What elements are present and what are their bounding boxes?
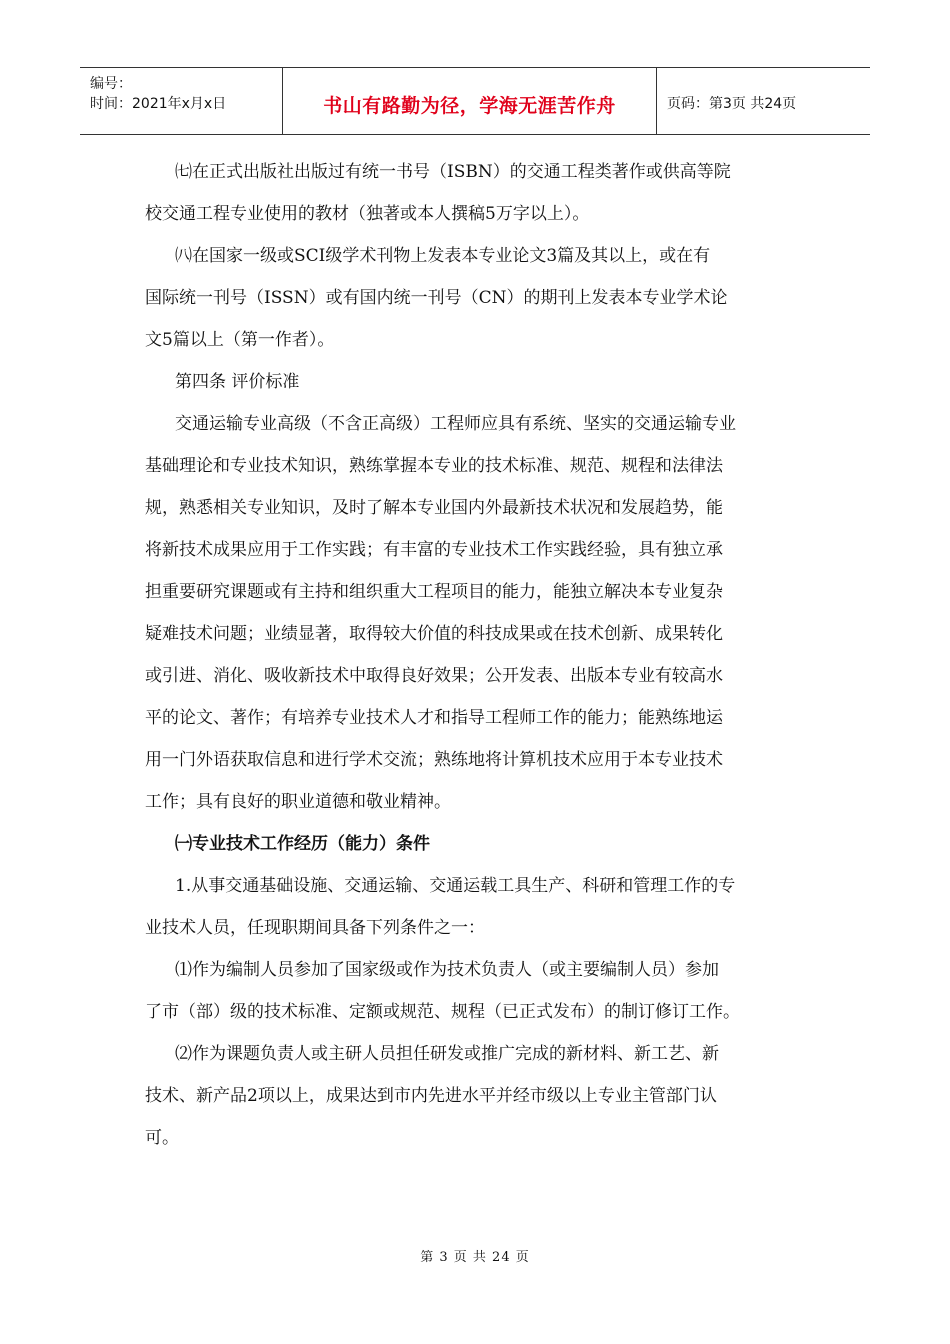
number-label: 编号： — [90, 76, 132, 92]
section-heading: 第四条 评价标准 — [175, 372, 300, 392]
body-line: ㈦在正式出版社出版过有统一书号（ISBN）的交通工程类著作或供高等院 — [175, 162, 731, 182]
header-page-cell — [657, 68, 870, 134]
body-line: 技术、新产品2项以上，成果达到市内先进水平并经市级以上专业主管部门认 — [145, 1086, 717, 1106]
body-line: 文5篇以上（第一作者）。 — [145, 330, 335, 350]
motto-text: 书山有路勤为径，学海无涯苦作舟 — [323, 94, 616, 117]
header-motto-cell — [283, 68, 657, 134]
body-line: ⑴作为编制人员参加了国家级或作为技术负责人（或主要编制人员）参加 — [175, 960, 719, 980]
body-line: 工作；具有良好的职业道德和敬业精神。 — [145, 792, 451, 812]
body-line: 了市（部）级的技术标准、定额或规范、规程（已正式发布）的制订修订工作。 — [145, 1002, 740, 1022]
body-line: 规，熟悉相关专业知识，及时了解本专业国内外最新技术状况和发展趋势，能 — [145, 498, 723, 518]
body-line: ⑵作为课题负责人或主研人员担任研发或推广完成的新材料、新工艺、新 — [175, 1044, 719, 1064]
page-footer: 第 3 页 共 24 页 — [420, 1250, 530, 1265]
body-line: 或引进、消化、吸收新技术中取得良好效果；公开发表、出版本专业有较高水 — [145, 666, 723, 686]
body-line: 国际统一刊号（ISSN）或有国内统一刊号（CN）的期刊上发表本专业学术论 — [145, 288, 728, 308]
body-line: 交通运输专业高级（不含正高级）工程师应具有系统、坚实的交通运输专业 — [175, 414, 736, 434]
body-line: 担重要研究课题或有主持和组织重大工程项目的能力，能独立解决本专业复杂 — [145, 582, 723, 602]
body-line: 1.从事交通基础设施、交通运输、交通运载工具生产、科研和管理工作的专 — [175, 876, 736, 896]
page-header — [80, 67, 870, 135]
body-line: 可。 — [145, 1128, 179, 1148]
time-label: 时间：2021年x月x日 — [90, 96, 227, 112]
body-line: 基础理论和专业技术知识，熟练掌握本专业的技术标准、规范、规程和法律法 — [145, 456, 723, 476]
body-line: 疑难技术问题；业绩显著，取得较大价值的科技成果或在技术创新、成果转化 — [145, 624, 723, 644]
body-line: 平的论文、著作；有培养专业技术人才和指导工程师工作的能力；能熟练地运 — [145, 708, 723, 728]
page-label: 页码：第3页 共24页 — [667, 96, 797, 112]
header-meta — [80, 68, 283, 134]
body-line: 将新技术成果应用于工作实践；有丰富的专业技术工作实践经验，具有独立承 — [145, 540, 723, 560]
body-line: 用一门外语获取信息和进行学术交流；熟练地将计算机技术应用于本专业技术 — [145, 750, 723, 770]
subsection-heading: ㈠专业技术工作经历（能力）条件 — [175, 834, 430, 854]
body-line: ㈧在国家一级或SCI级学术刊物上发表本专业论文3篇及其以上，或在有 — [175, 246, 711, 266]
body-line: 校交通工程专业使用的教材（独著或本人撰稿5万字以上）。 — [145, 204, 590, 224]
body-line: 业技术人员，任现职期间具备下列条件之一： — [145, 918, 485, 938]
